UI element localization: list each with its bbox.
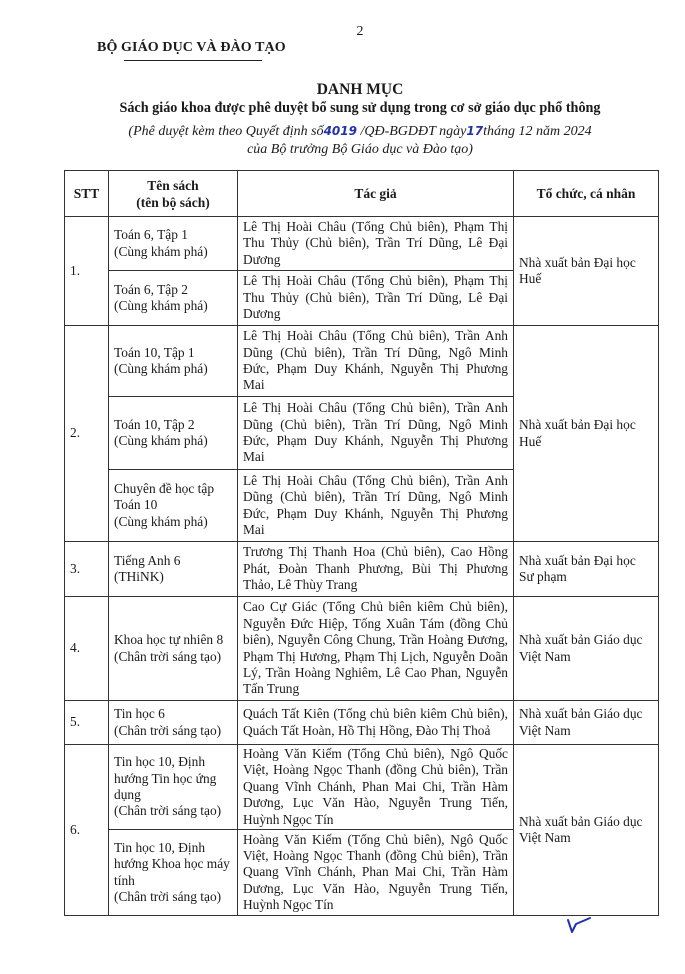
cell-authors: Trương Thị Thanh Hoa (Chủ biên), Cao Hồng Phát, Đoàn Thanh Phương, Bùi Thị Phương Thảo, Lê Thùy Trang: [238, 542, 514, 597]
book-title: Tin học 10, Định hướng Tin học ứng dụng: [114, 754, 217, 803]
cell-organization: Nhà xuất bản Đại học Sư phạm: [514, 542, 659, 597]
book-series: (Cùng khám phá): [114, 298, 208, 313]
handwritten-initial-mark: [564, 914, 594, 936]
book-title: Toán 6, Tập 2: [114, 281, 188, 297]
header-book-name-line1: Tên sách: [147, 177, 199, 193]
cell-organization: Nhà xuất bản Giáo dục Việt Nam: [514, 597, 659, 701]
cell-authors: Quách Tất Kiên (Tổng chủ biên kiêm Chủ biên), Quách Tất Hoàn, Hồ Thị Hồng, Đào Thị Thoả: [238, 701, 514, 745]
cell-stt: 4.: [65, 597, 109, 701]
table-row: [65, 542, 659, 597]
table-header-row: [65, 171, 659, 217]
header-book-name-line2: (tên bộ sách): [136, 194, 210, 210]
book-series: (Cùng khám phá): [114, 433, 208, 448]
cell-book-name: [109, 271, 238, 326]
book-title: Tin học 10, Định hướng Khoa học máy tính: [114, 839, 230, 888]
book-series: (Cùng khám phá): [114, 361, 208, 376]
cell-authors: Hoàng Văn Kiếm (Tổng Chủ biên), Ngô Quốc Việt, Hoàng Ngọc Thanh (đồng Chủ biên), Trần Quang Vĩnh Chánh, Phan Mai Chi, Trần Hàm Dương, Lục Văn Hào, Nguyễn Trung Tiến, Huỳnh Ngọc Tín: [238, 830, 514, 916]
book-title: Tiếng Anh 6: [114, 552, 181, 568]
book-title: Chuyên đề học tập Toán 10: [114, 480, 215, 513]
table-row: [65, 701, 659, 745]
book-title: Toán 10, Tập 2: [114, 416, 195, 432]
approval-suffix: tháng 12 năm 2024: [483, 124, 592, 139]
book-series: (Chân trời sáng tạo): [114, 648, 222, 664]
cell-stt: 6.: [65, 745, 109, 916]
ministry-name: BỘ GIÁO DỤC VÀ ĐÀO TẠO: [97, 40, 286, 55]
cell-organization: Nhà xuất bản Giáo dục Việt Nam: [514, 701, 659, 745]
approval-line-1: [0, 122, 685, 141]
book-title: Khoa học tự nhiên 8: [114, 632, 224, 648]
cell-book-name: [109, 542, 238, 597]
book-series: (Cùng khám phá): [114, 513, 208, 529]
cell-authors: Hoàng Văn Kiếm (Tổng Chủ biên), Ngô Quốc Việt, Hoàng Ngọc Thanh (đồng Chủ biên), Trần Quang Vĩnh Chánh, Phan Mai Chi, Trần Hàm Dương, Lục Văn Hào, Nguyễn Trung Tiến, Huỳnh Ngọc Tín: [238, 745, 514, 830]
table-row: [65, 745, 659, 830]
header-author: Tác giả: [238, 171, 514, 217]
textbook-table: [64, 170, 659, 916]
table-body: [65, 217, 659, 916]
approval-prefix: (Phê duyệt kèm theo Quyết định số: [128, 124, 324, 139]
table-row: [65, 217, 659, 271]
cell-book-name: [109, 830, 238, 916]
cell-stt: 1.: [65, 217, 109, 326]
book-series: (Chân trời sáng tạo): [114, 803, 222, 819]
approval-note: [0, 122, 685, 159]
page-number: 2: [356, 24, 364, 39]
cell-book-name: [109, 745, 238, 830]
book-title: Toán 6, Tập 1: [114, 227, 188, 243]
cell-stt: 5.: [65, 701, 109, 745]
cell-authors: Lê Thị Hoài Châu (Tổng Chủ biên), Trần Anh Dũng (Chủ biên), Trần Trí Dũng, Ngô Minh Đức, Phạm Duy Khánh, Nguyễn Thị Phương Mai: [238, 397, 514, 470]
handwritten-decision-number: 4019: [323, 124, 357, 138]
handwritten-day: 17: [466, 124, 484, 138]
cell-authors: Cao Cự Giác (Tổng Chủ biên kiêm Chủ biên), Nguyễn Đức Hiệp, Tống Xuân Tám (đồng Chủ biên), Nguyễn Công Chung, Trần Hoàng Đương, Phạm Thị Hương, Phạm Thị Lịch, Nguyễn Doãn Lý, Trần Hoàng Nghiêm, Lê Cao Phan, Nguyễn Tấn Trung: [238, 597, 514, 701]
document-subtitle: Sách giáo khoa được phê duyệt bổ sung sử dụng trong cơ sở giáo dục phổ thông: [119, 100, 601, 116]
cell-authors: Lê Thị Hoài Châu (Tổng Chủ biên), Phạm Thị Thu Thủy (Chủ biên), Trần Trí Dũng, Lê Đại Dương: [238, 271, 514, 326]
cell-authors: Lê Thị Hoài Châu (Tổng Chủ biên), Trần Anh Dũng (Chủ biên), Trần Trí Dũng, Ngô Minh Đức, Phạm Duy Khánh, Nguyễn Thị Phương Mai: [238, 470, 514, 542]
cell-stt: 3.: [65, 542, 109, 597]
book-series: (Cùng khám phá): [114, 243, 208, 259]
cell-book-name: [109, 326, 238, 397]
cell-organization: Nhà xuất bản Đại học Huế: [514, 326, 659, 542]
cell-authors: Lê Thị Hoài Châu (Tổng Chủ biên), Trần Anh Dũng (Chủ biên), Trần Trí Dũng, Ngô Minh Đức, Phạm Duy Khánh, Nguyễn Thị Phương Mai: [238, 326, 514, 397]
book-series: (Chân trời sáng tạo): [114, 888, 222, 904]
approval-line-2: của Bộ trưởng Bộ Giáo dục và Đào tạo): [247, 142, 473, 157]
cell-organization: Nhà xuất bản Giáo dục Việt Nam: [514, 745, 659, 916]
ministry-underline: [124, 60, 262, 61]
approval-middle: /QĐ-BGDĐT ngày: [356, 124, 467, 139]
cell-organization: Nhà xuất bản Đại học Huế: [514, 217, 659, 326]
header-book-name: [109, 171, 238, 217]
table-row: [65, 597, 659, 701]
table-row: [65, 326, 659, 397]
cell-stt: 2.: [65, 326, 109, 542]
header-stt: STT: [65, 171, 109, 217]
book-title: Tin học 6: [114, 706, 165, 722]
cell-book-name: [109, 701, 238, 745]
cell-book-name: [109, 470, 238, 542]
cell-book-name: [109, 217, 238, 271]
cell-authors: Lê Thị Hoài Châu (Tổng Chủ biên), Phạm Thị Thu Thủy (Chủ biên), Trần Trí Dũng, Lê Đại Dương: [238, 217, 514, 271]
header-organization: Tổ chức, cá nhân: [514, 171, 659, 217]
book-series: (THiNK): [114, 569, 164, 584]
book-title: Toán 10, Tập 1: [114, 344, 195, 360]
document-title: DANH MỤC: [316, 81, 404, 98]
book-series: (Chân trời sáng tạo): [114, 722, 222, 738]
cell-book-name: [109, 397, 238, 470]
cell-book-name: [109, 597, 238, 701]
